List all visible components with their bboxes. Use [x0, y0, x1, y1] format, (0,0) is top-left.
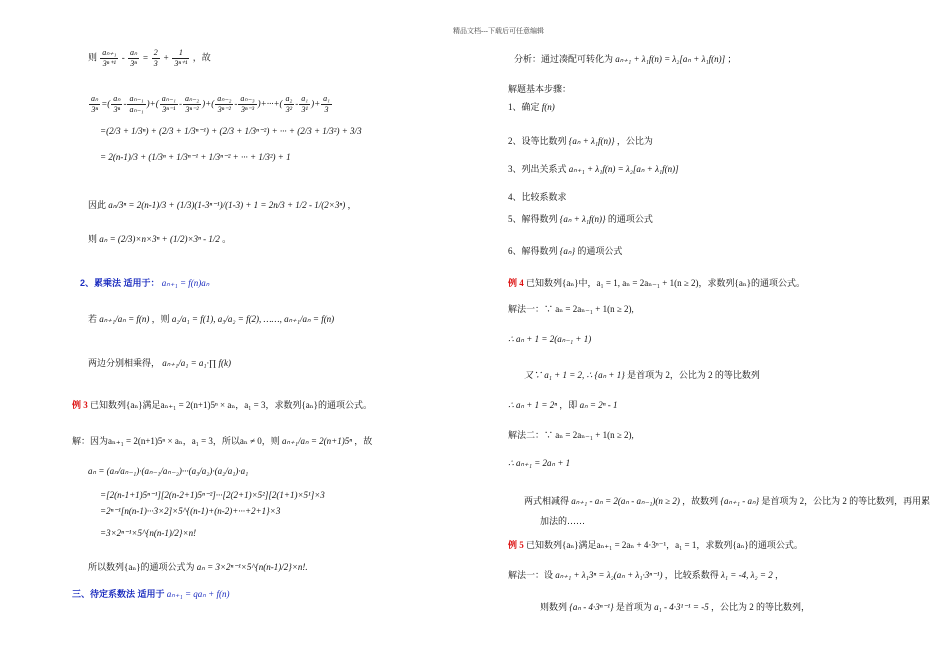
right-line-13: [508, 398, 618, 411]
right-line-16-expr: aₙ₊₁ - aₙ = 2(aₙ - aₙ₋₁)(n ≥ 2): [571, 496, 680, 506]
left-line-05-prefix: 因此: [88, 200, 107, 210]
step-6-prefix: 6、解得数列: [508, 246, 558, 256]
right-line-12-tail: 是首项为 2，公比为 2 的等比数列: [627, 370, 760, 380]
section-2-heading: [80, 276, 209, 289]
step-5: [508, 212, 653, 225]
step-1-prefix: 1、确定: [508, 102, 540, 112]
fraction-an-over-3n: $\frac{\text{aₙ}}{\text{3ⁿ}}$: [129, 48, 138, 68]
right-line-16-mid: ，故数列: [682, 496, 719, 506]
example-5-label: 例 5: [508, 540, 524, 550]
left-line-07: [88, 312, 334, 325]
right-line-12: [524, 368, 760, 381]
right-line-01-tail: ；: [727, 54, 737, 64]
right-line-17: 加法的……: [540, 516, 586, 526]
step-6-tail: 的通项公式: [577, 246, 623, 256]
left-line-06-prefix: 则: [88, 234, 98, 244]
example-4-label: 例 4: [508, 278, 524, 288]
right-line-13-mid: ，即: [559, 400, 578, 410]
right-line-20-expr2: a₁ - 4·3¹⁻¹ = -5: [654, 602, 709, 612]
example-3-text: 已知数列{aₙ}满足aₙ₊₁ = 2(n+1)5ⁿ × aₙ，a₁ = 3，求数列{aₙ}的通项公式。: [90, 400, 373, 410]
right-line-13-expr: ∴ aₙ + 1 = 2ⁿ: [508, 400, 558, 410]
right-line-16-prefix: 两式相减得: [524, 496, 570, 506]
solution-3-intro: [72, 434, 372, 447]
right-line-11: ∴ aₙ + 1 = 2(aₙ₋₁ + 1): [508, 334, 592, 344]
right-line-14: 解法二：∵ aₙ = 2aₙ₋₁ + 1(n ≥ 2),: [508, 430, 634, 440]
left-line-02: $\frac{\text{aₙ}}{\text{3ⁿ}}$ =( $\frac{\text{aₙ}}{\text{3ⁿ}}$ - $\frac{\text{aₙ₋₁}}{\text{aₙ₋₁}}$ )+( $\frac{\text{aₙ₋₁}}{\text{3ⁿ⁻¹}}$ - $\frac{\text{aₙ₋₂}}{\text{3ⁿ⁻²}}$ )+( $\frac{\text{aₙ₋₂}}{\text{3ⁿ⁻²}}$ - $\frac{\text{aₙ₋₃}}{\text{3ⁿ⁻³}}$ )+···+( $\frac{\text{a₂}}{\text{3²}}$ - $\frac{\text{a₁}}{\text{3¹}}$ )+ $\frac{\text{a₁}}{3}$: [91, 94, 330, 114]
right-line-20: [540, 600, 810, 613]
section-3-formula: aₙ₊₁ = qaₙ + f(n): [166, 589, 230, 599]
page-header-note: 精品文档---下载后可任意编辑: [453, 27, 544, 35]
step-2-prefix: 2、设等比数列: [508, 136, 567, 146]
left-line-08-expr: aₙ₊₁/a₁ = a₁·∏ f(k): [162, 358, 231, 368]
example-3-label: 例 3: [72, 400, 88, 410]
section-3-title: 三、待定系数法 适用于: [72, 589, 165, 599]
step-1-expr: f(n): [541, 102, 555, 112]
step-2-expr: {aₙ + λ₁f(n)}: [568, 136, 615, 146]
left-line-14: [88, 560, 308, 573]
example-5-text: 已知数列{aₙ}满足aₙ₊₁ = 2aₙ + 4·3ⁿ⁻¹，a₁ = 1，求数列{aₙ}的通项公式。: [526, 540, 803, 550]
right-line-01-prefix: 分析：通过凑配可转化为: [514, 54, 614, 64]
left-line-07-expr2: a₂/a₁ = f(1), a₃/a₂ = f(2), ……, aₙ₊₁/aₙ = f(n): [171, 314, 335, 324]
right-line-19-expr: aₙ₊₁ + λ₁3ⁿ = λ₂(aₙ + λ₁·3ⁿ⁻¹): [555, 570, 663, 580]
left-line-05-expr: aₙ/3ⁿ = 2(n-1)/3 + (1/3)(1-3ⁿ⁻¹)/(1-3) + 1 = 2n/3 + 1/2 - 1/(2×3ⁿ): [108, 200, 346, 210]
step-3-expr: aₙ₊₁ + λ₁f(n) = λ₂[aₙ + λ₁f(n)]: [568, 164, 679, 174]
step-5-prefix: 5、解得数列: [508, 214, 558, 224]
section-2-title: 2、累乘法 适用于：: [80, 278, 160, 288]
left-line-11: =[2(n-1+1)5ⁿ⁻¹][2(n-2+1)5ⁿ⁻²]···[2(2+1)×5²][2(1+1)×5¹]×3: [100, 490, 325, 500]
right-line-19-tail: ，: [774, 570, 784, 580]
left-line-07-expr1: aₙ₊₁/aₙ = f(n): [99, 314, 150, 324]
left-line-08-prefix: 两边分别相乘得，: [88, 358, 161, 368]
right-line-16-tail: 是首项为 2，公比为 2 的等比数列，再用累: [761, 496, 931, 506]
example-4: [508, 276, 805, 289]
fraction-1-over-3n1: $\frac{1}{\text{3ⁿ⁺¹}}$: [174, 48, 188, 68]
right-line-13-expr2: aₙ = 2ⁿ - 1: [579, 400, 618, 410]
left-line-01-tail: ，故: [192, 52, 211, 63]
fraction-2-over-3: $\frac{2}{3}$: [153, 48, 158, 68]
step-2-tail: ，公比为: [616, 136, 653, 146]
right-line-19: [508, 568, 784, 581]
solution-3-part-c: ，故: [354, 436, 373, 446]
right-line-19-expr2: λ₁ = -4, λ₂ = 2: [721, 570, 773, 580]
step-5-tail: 的通项公式: [607, 214, 653, 224]
step-6-expr: {aₙ}: [559, 246, 576, 256]
right-line-16-expr2: {aₙ₊₁ - aₙ}: [720, 496, 760, 506]
right-line-19-mid: ，比较系数得: [664, 570, 719, 580]
left-line-05: [88, 198, 356, 211]
left-line-04: = 2(n-1)/3 + (1/3ⁿ + 1/3ⁿ⁻¹ + 1/3ⁿ⁻² + ··· + 1/3²) + 1: [100, 152, 291, 162]
right-line-02: 解题基本步骤：: [508, 84, 572, 94]
left-line-06-tail: 。: [222, 234, 232, 244]
right-line-10: 解法一：∵ aₙ = 2aₙ₋₁ + 1(n ≥ 2),: [508, 304, 634, 314]
right-line-19-prefix: 解法一：设: [508, 570, 554, 580]
step-6: [508, 244, 622, 257]
right-line-01-expr: aₙ₊₁ + λ₁f(n) = λ₂[aₙ + λ₁f(n)]: [615, 54, 726, 64]
right-line-20-prefix: 则数列: [540, 602, 568, 612]
left-line-14-expr: aₙ = 3×2ⁿ⁻¹×5^{n(n-1)/2}×n!.: [196, 562, 308, 572]
section-2-formula: aₙ₊₁ = f(n)aₙ: [161, 278, 210, 288]
step-4: 4、比较系数求: [508, 192, 567, 202]
left-line-07-prefix: 若: [88, 314, 98, 324]
right-line-16: [524, 494, 930, 507]
solution-3-part-a: 解：因为aₙ₊₁ = 2(n+1)5ⁿ × aₙ，a₁ = 3，所以aₙ ≠ 0，则: [72, 436, 280, 446]
step-1: [508, 100, 555, 113]
left-line-06-expr: aₙ = (2/3)×n×3ⁿ + (1/2)×3ⁿ - 1/2: [99, 234, 220, 244]
example-3: [72, 398, 372, 411]
step-3: [508, 162, 679, 175]
left-line-05-tail: ，: [347, 200, 357, 210]
example-4-text: 已知数列{aₙ}中，a₁ = 1, aₙ = 2aₙ₋₁ + 1(n ≥ 2)，求数列{aₙ}的通项公式。: [526, 278, 806, 288]
fraction-a-n1-over-3n1: $\frac{\text{aₙ₊₁}}{\text{3ⁿ⁺¹}}$: [102, 48, 117, 68]
right-line-20-mid: 是首项为: [615, 602, 652, 612]
step-3-prefix: 3、列出关系式: [508, 164, 567, 174]
left-line-10: aₙ = (aₙ/aₙ₋₁)·(aₙ₋₁/aₙ₋₂)···(a₃/a₂)·(a₂/a₁)·a₁: [88, 466, 249, 476]
left-line-01: 则 $\frac{\text{aₙ₊₁}}{\text{3ⁿ⁺¹}}$ - $\frac{\text{aₙ}}{\text{3ⁿ}}$ = $\frac{2}{3}$ + $\frac{1}{\text{3ⁿ⁺¹}}$ ，故: [88, 48, 211, 68]
left-line-06: [88, 232, 231, 245]
right-line-20-expr: {aₙ - 4·3ⁿ⁻¹}: [569, 602, 614, 612]
section-3-heading: [72, 587, 229, 600]
left-line-07-mid: ，则: [151, 314, 170, 324]
solution-3-part-b: aₙ₊₁/aₙ = 2(n+1)5ⁿ: [282, 436, 353, 446]
left-line-01-prefix: 则: [88, 52, 98, 63]
example-5: [508, 538, 803, 551]
right-line-15: ∴ aₙ₊₁ = 2aₙ + 1: [508, 458, 571, 468]
left-line-08: [88, 356, 231, 369]
left-line-14-prefix: 所以数列{aₙ}的通项公式为: [88, 562, 195, 572]
right-line-12-prefix: 又∵ a₁ + 1 = 2, ∴ {aₙ + 1}: [524, 370, 625, 380]
step-2: [508, 134, 653, 147]
left-line-03: =(2/3 + 1/3ⁿ) + (2/3 + 1/3ⁿ⁻¹) + (2/3 + 1/3ⁿ⁻²) + ··· + (2/3 + 1/3²) + 3/3: [100, 126, 362, 136]
left-line-13: =3×2ⁿ⁻¹×5^{n(n-1)/2}×n!: [100, 528, 197, 538]
right-line-01: [514, 52, 736, 65]
right-line-20-tail: ，公比为 2 的等比数列，: [710, 602, 810, 612]
left-line-12: =2ⁿ⁻¹[n(n-1)···3×2]×5^{(n-1)+(n-2)+···+2+1}×3: [100, 506, 281, 516]
step-5-expr: {aₙ + λ₁f(n)}: [559, 214, 606, 224]
